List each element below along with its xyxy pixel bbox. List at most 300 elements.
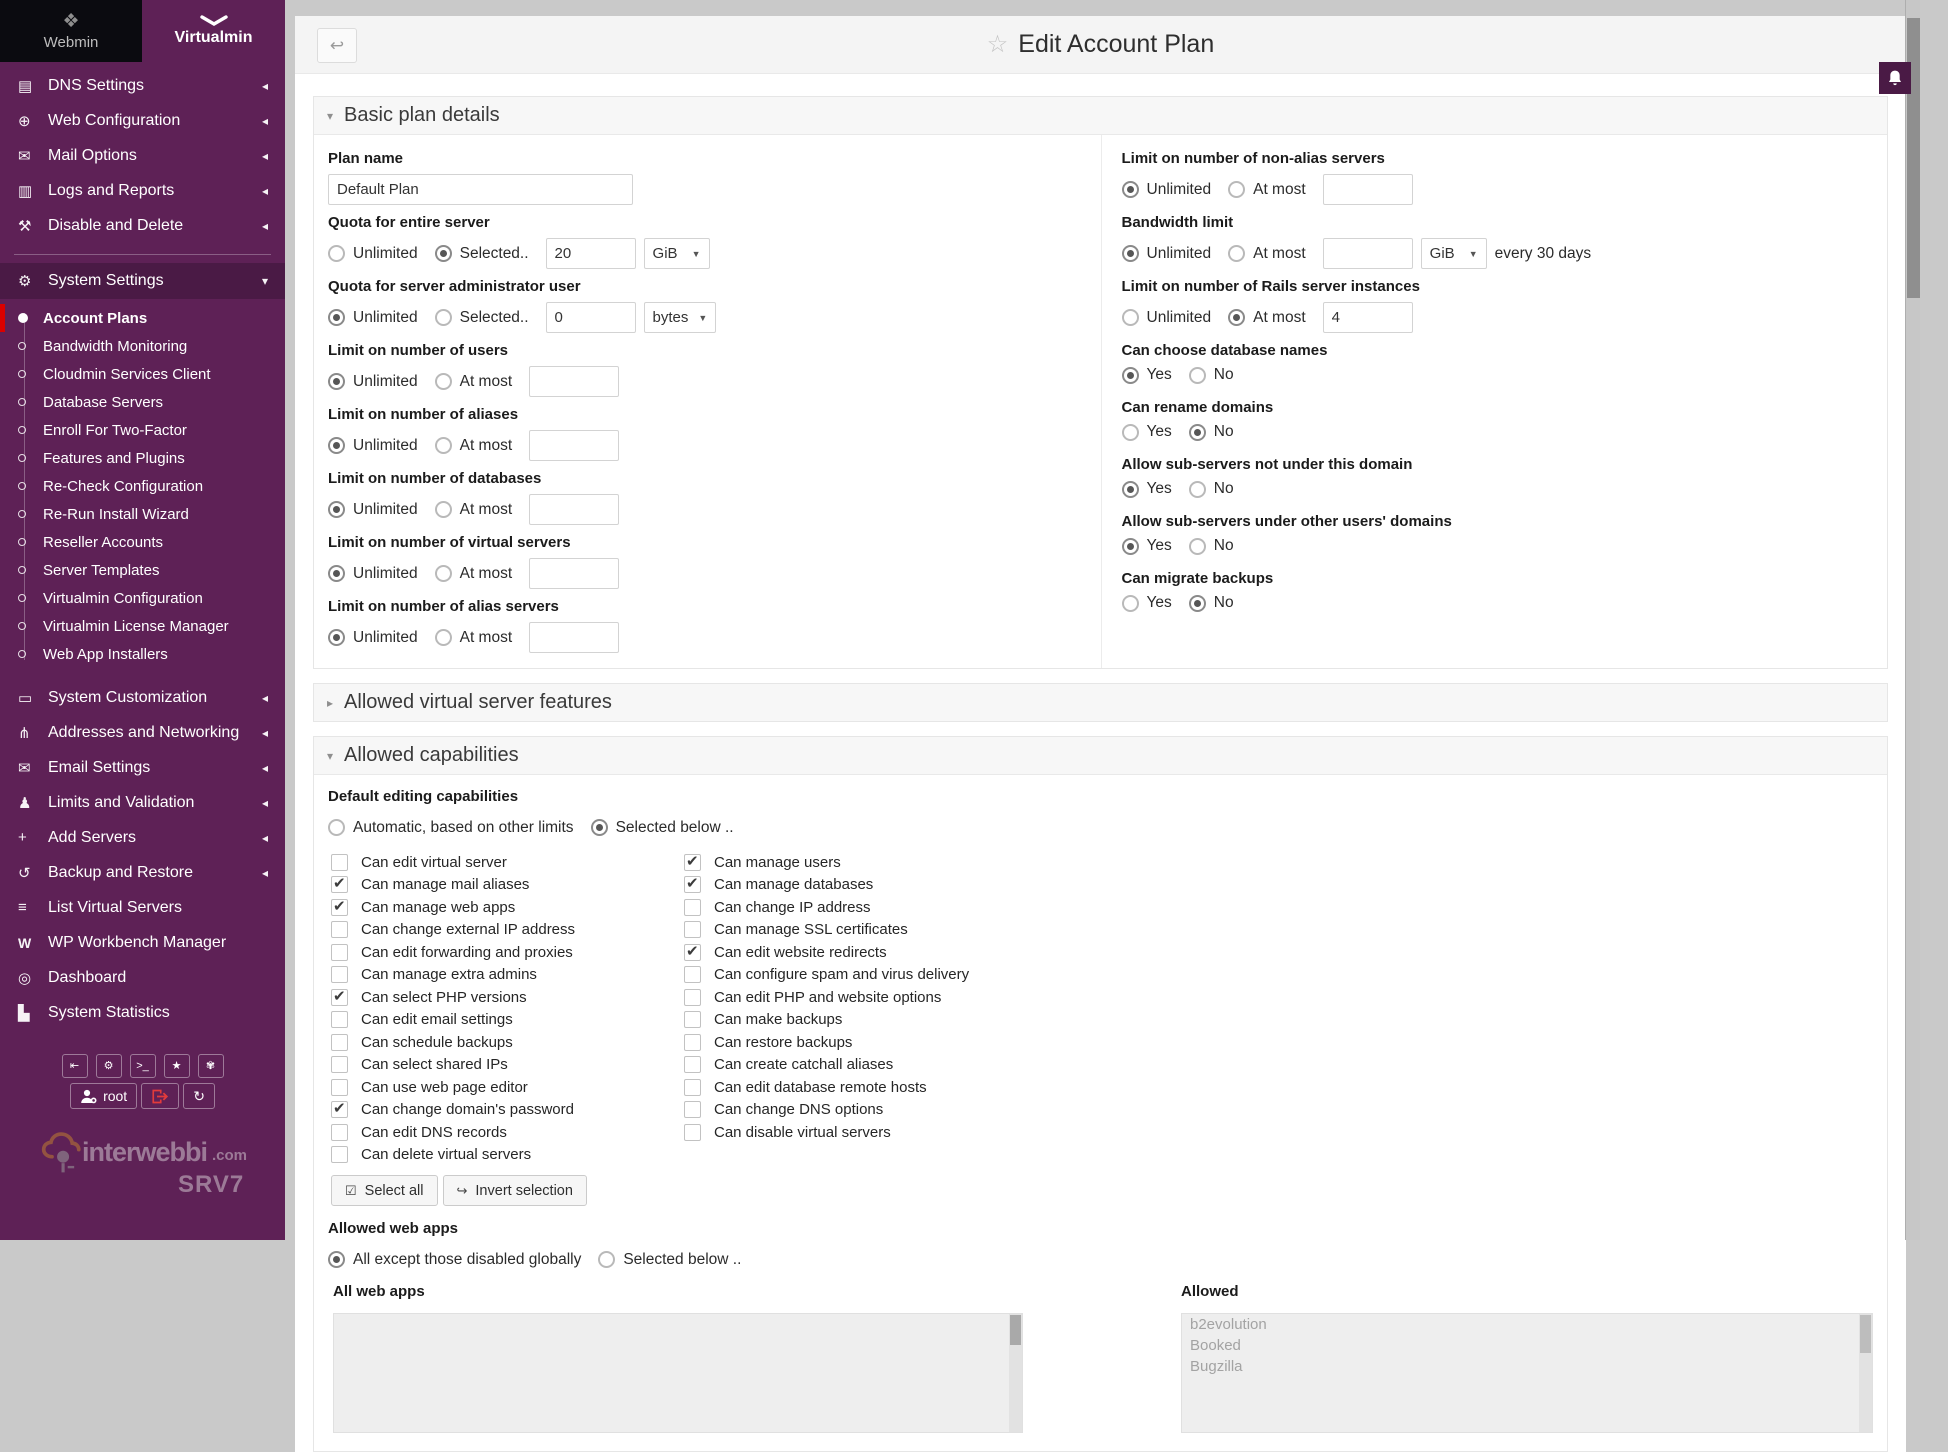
yes-no-fields bbox=[1122, 342, 1868, 614]
sidebar-item-label: Dashboard bbox=[48, 968, 127, 986]
chevron-left-icon: ◂ bbox=[261, 760, 268, 775]
capability-checkbox[interactable] bbox=[331, 876, 348, 893]
capability-checkbox[interactable] bbox=[331, 1056, 348, 1073]
no-radio[interactable] bbox=[1189, 538, 1206, 555]
field-yes-no bbox=[1122, 513, 1868, 557]
capability-checkbox[interactable] bbox=[331, 1124, 348, 1141]
capability-row bbox=[328, 1076, 681, 1099]
basic-left-column bbox=[314, 135, 1101, 668]
limit-value-input[interactable] bbox=[529, 558, 619, 589]
selected-radio[interactable] bbox=[435, 309, 452, 326]
capability-row bbox=[328, 964, 681, 987]
chevron-left-icon: ◂ bbox=[261, 725, 268, 740]
web-app-option[interactable]: Bugzilla bbox=[1190, 1358, 1243, 1375]
limits-validation-icon: ♟ bbox=[18, 794, 32, 812]
at-most-radio[interactable] bbox=[1228, 309, 1245, 326]
sidebar-subitem-label: Web App Installers bbox=[43, 645, 168, 663]
capability-checkbox[interactable] bbox=[684, 966, 701, 983]
capability-row bbox=[681, 1031, 969, 1054]
capability-row bbox=[328, 941, 681, 964]
field-label: Can choose database names bbox=[1121, 342, 1328, 359]
sidebar-item[interactable] bbox=[0, 208, 285, 243]
sidebar-subitem-label: Reseller Accounts bbox=[43, 533, 164, 551]
backup-restore-icon: ↺ bbox=[18, 864, 31, 882]
sidebar-subitem[interactable] bbox=[0, 640, 285, 668]
select-all-button[interactable]: ☑ Select all bbox=[331, 1175, 438, 1206]
bullet-icon bbox=[18, 426, 26, 434]
allowed-web-apps-list[interactable] bbox=[1181, 1313, 1873, 1433]
limit-value-input[interactable] bbox=[529, 494, 619, 525]
brand-tld: .com bbox=[212, 1147, 248, 1164]
sidebar-subitem[interactable] bbox=[0, 444, 285, 472]
field-limit bbox=[328, 342, 1061, 397]
field-limit-non-alias bbox=[1122, 150, 1868, 205]
capability-checkbox[interactable] bbox=[684, 944, 701, 961]
dns-settings-icon: ▤ bbox=[18, 77, 33, 95]
at-most-radio[interactable] bbox=[435, 373, 452, 390]
yes-radio[interactable] bbox=[1122, 481, 1139, 498]
capabilities-mode-row: Automatic, based on other limits Selected below .. bbox=[328, 812, 1873, 843]
field-controls: Unlimited At most bbox=[1122, 174, 1868, 205]
capability-row bbox=[681, 1009, 969, 1032]
brand-server-name: SRV7 bbox=[178, 1171, 245, 1198]
sidebar-subitem[interactable] bbox=[0, 332, 285, 360]
page-title-wrap bbox=[987, 30, 1214, 59]
quota-unit-select[interactable]: GiB ▼ bbox=[644, 238, 710, 269]
at-most-radio[interactable] bbox=[435, 629, 452, 646]
capability-row bbox=[681, 964, 969, 987]
bell-icon bbox=[1887, 69, 1903, 87]
field-controls: Yes No bbox=[1122, 364, 1868, 386]
webmin-logo-icon: ❖ bbox=[62, 10, 80, 32]
capability-checkbox[interactable] bbox=[684, 989, 701, 1006]
yes-radio[interactable] bbox=[1122, 538, 1139, 555]
refresh-icon[interactable]: ↻ bbox=[183, 1083, 215, 1109]
capability-row bbox=[328, 1054, 681, 1077]
field-controls: Unlimited At most 4 bbox=[1122, 302, 1868, 333]
capability-label: Can manage extra admins bbox=[361, 966, 537, 984]
capability-row bbox=[328, 1009, 681, 1032]
system-settings-submenu bbox=[0, 299, 285, 674]
quota-unit-select[interactable]: bytes ▼ bbox=[644, 302, 717, 333]
capability-row bbox=[328, 1144, 681, 1167]
chevron-left-icon: ◂ bbox=[261, 78, 268, 93]
mail-options-icon: ✉ bbox=[18, 147, 31, 165]
sidebar-item[interactable] bbox=[0, 138, 285, 173]
sidebar-subitem[interactable] bbox=[0, 472, 285, 500]
capability-checkbox[interactable] bbox=[331, 899, 348, 916]
capability-checkbox[interactable] bbox=[331, 989, 348, 1006]
unlimited-radio[interactable] bbox=[1122, 181, 1139, 198]
capability-label: Can use web page editor bbox=[361, 1078, 528, 1096]
field-label: Quota for entire server bbox=[328, 214, 490, 231]
allowed-web-apps-block bbox=[328, 1220, 1873, 1433]
sidebar-bottom-menu bbox=[0, 674, 285, 1032]
tab-webmin[interactable] bbox=[0, 0, 142, 62]
allowed-column bbox=[1181, 1283, 1873, 1433]
capability-columns bbox=[328, 851, 1873, 1166]
unlimited-radio[interactable] bbox=[328, 245, 345, 262]
capability-row bbox=[328, 919, 681, 942]
plan-name-input[interactable] bbox=[328, 174, 633, 205]
capability-checkbox[interactable] bbox=[684, 1011, 701, 1028]
capability-label: Can manage databases bbox=[714, 876, 874, 894]
page-scrollbar[interactable] bbox=[1905, 0, 1920, 1240]
capability-checkbox[interactable] bbox=[684, 1101, 701, 1118]
section-basic-header[interactable] bbox=[314, 97, 1887, 134]
all-web-apps-list[interactable] bbox=[333, 1313, 1023, 1433]
logout-button[interactable] bbox=[141, 1083, 179, 1109]
section-capabilities-header[interactable] bbox=[314, 737, 1887, 774]
basic-right-column bbox=[1101, 135, 1888, 668]
yes-radio[interactable] bbox=[1122, 424, 1139, 441]
capability-row bbox=[681, 941, 969, 964]
tab-webmin-label: Webmin bbox=[43, 33, 99, 51]
favorites-icon[interactable]: ★ bbox=[164, 1054, 190, 1078]
field-label: Limit on number of non-alias servers bbox=[1121, 150, 1385, 167]
caret-down-icon: ▼ bbox=[691, 248, 701, 259]
unlimited-radio[interactable] bbox=[328, 501, 345, 518]
yes-radio[interactable] bbox=[1122, 595, 1139, 612]
unlimited-radio[interactable] bbox=[328, 373, 345, 390]
bullet-icon bbox=[18, 566, 26, 574]
theme-palette-icon[interactable]: ✾ bbox=[198, 1054, 224, 1078]
list-scrollbar[interactable] bbox=[1009, 1314, 1022, 1432]
capability-row bbox=[681, 919, 969, 942]
bullet-icon bbox=[18, 454, 26, 462]
no-radio[interactable] bbox=[1189, 481, 1206, 498]
yes-radio[interactable] bbox=[1122, 367, 1139, 384]
invert-selection-button[interactable]: ↪ Invert selection bbox=[443, 1175, 587, 1206]
all-web-apps-column bbox=[333, 1283, 1023, 1433]
capability-label: Can create catchall aliases bbox=[714, 1056, 894, 1074]
at-most-radio[interactable] bbox=[1228, 181, 1245, 198]
capability-checkbox[interactable] bbox=[684, 899, 701, 916]
sidebar-item-label: Disable and Delete bbox=[48, 216, 184, 234]
unlimited-radio[interactable] bbox=[328, 629, 345, 646]
limit-value-input[interactable] bbox=[1323, 174, 1413, 205]
section-allowed-features bbox=[313, 683, 1888, 722]
capability-checkbox[interactable] bbox=[331, 921, 348, 938]
capability-checkbox[interactable] bbox=[684, 854, 701, 871]
sidebar-item[interactable] bbox=[0, 173, 285, 208]
capability-label: Can edit virtual server bbox=[361, 853, 507, 871]
chevron-down-icon: ▾ bbox=[261, 274, 268, 288]
at-most-radio[interactable] bbox=[435, 501, 452, 518]
capability-label: Can delete virtual servers bbox=[361, 1146, 532, 1164]
bullet-icon bbox=[18, 342, 26, 350]
all-except-disabled-radio[interactable] bbox=[328, 1251, 345, 1268]
capability-label: Can change DNS options bbox=[714, 1101, 884, 1119]
main-content bbox=[285, 0, 1948, 1375]
chevron-left-icon: ◂ bbox=[261, 865, 268, 880]
chevron-down-icon bbox=[200, 15, 228, 26]
capability-checkbox[interactable] bbox=[331, 1101, 348, 1118]
capability-label: Can manage web apps bbox=[361, 898, 516, 916]
sidebar-item[interactable] bbox=[0, 925, 285, 960]
unlimited-radio[interactable] bbox=[328, 309, 345, 326]
sidebar-subitem[interactable] bbox=[0, 500, 285, 528]
capability-checkbox[interactable] bbox=[331, 1146, 348, 1163]
sidebar-item[interactable] bbox=[0, 680, 285, 715]
field-quota-entire-server bbox=[328, 214, 1061, 269]
capability-row bbox=[328, 851, 681, 874]
sidebar-item-label: WP Workbench Manager bbox=[48, 933, 227, 951]
bullet-icon bbox=[18, 538, 26, 546]
field-limit-rails bbox=[1122, 278, 1868, 333]
selected-below-radio[interactable] bbox=[591, 819, 608, 836]
chevron-left-icon: ◂ bbox=[261, 830, 268, 845]
capability-row bbox=[328, 874, 681, 897]
field-controls: Unlimited At most bbox=[328, 366, 1061, 397]
notifications-bell-button[interactable] bbox=[1879, 62, 1911, 94]
sidebar-subitem[interactable] bbox=[0, 416, 285, 444]
field-yes-no bbox=[1122, 456, 1868, 500]
field-controls: Unlimited At most GiB ▼ every 30 days bbox=[1122, 238, 1868, 269]
capability-checkbox[interactable] bbox=[684, 921, 701, 938]
capability-checkbox[interactable] bbox=[331, 1079, 348, 1096]
sidebar-item[interactable] bbox=[0, 103, 285, 138]
disable-and-delete-icon: ⚒ bbox=[18, 217, 32, 235]
system-statistics-icon: ▙ bbox=[18, 1004, 30, 1022]
capability-row bbox=[681, 896, 969, 919]
limit-value-input[interactable] bbox=[529, 622, 619, 653]
sidebar-subitem-label: Re-Run Install Wizard bbox=[43, 505, 189, 523]
sidebar-item-label: Logs and Reports bbox=[48, 181, 175, 199]
sidebar-item-label: Web Configuration bbox=[48, 111, 181, 129]
bandwidth-period-label: every 30 days bbox=[1494, 244, 1592, 262]
field-yes-no bbox=[1122, 342, 1868, 386]
capability-label: Can edit email settings bbox=[361, 1011, 513, 1029]
no-radio[interactable] bbox=[1189, 424, 1206, 441]
bandwidth-unit-select[interactable]: GiB ▼ bbox=[1421, 238, 1487, 269]
allowed-web-apps-label: Allowed web apps bbox=[328, 1220, 459, 1237]
add-servers-icon: + bbox=[18, 829, 27, 846]
unlimited-radio[interactable] bbox=[328, 565, 345, 582]
capability-checkbox[interactable] bbox=[684, 1034, 701, 1051]
selected-below-radio[interactable] bbox=[598, 1251, 615, 1268]
allowed-label: Allowed bbox=[1181, 1283, 1239, 1300]
user-name: root bbox=[103, 1088, 128, 1104]
tab-virtualmin-label: Virtualmin bbox=[174, 29, 253, 46]
sidebar-subitem[interactable] bbox=[0, 360, 285, 388]
sidebar-subitem-label: Server Templates bbox=[43, 561, 160, 579]
caret-down-icon: ▼ bbox=[1468, 248, 1478, 259]
logout-icon bbox=[151, 1089, 169, 1104]
bullet-icon bbox=[18, 510, 26, 518]
no-radio[interactable] bbox=[1189, 367, 1206, 384]
sidebar-item[interactable] bbox=[0, 890, 285, 925]
back-arrow-icon: ↩ bbox=[329, 35, 345, 55]
field-label: Limit on number of users bbox=[328, 342, 509, 359]
sidebar-divider bbox=[14, 254, 271, 255]
automatic-radio[interactable] bbox=[328, 819, 345, 836]
capability-label: Can restore backups bbox=[714, 1033, 853, 1051]
sidebar-user-row bbox=[0, 1083, 285, 1109]
sidebar-subitem-label: Database Servers bbox=[43, 393, 164, 411]
bullet-icon bbox=[18, 482, 26, 490]
expand-triangle-icon: ▸ bbox=[327, 695, 334, 710]
favorite-star-icon[interactable]: ☆ bbox=[986, 31, 1009, 58]
field-limit bbox=[328, 534, 1061, 589]
field-label: Quota for server administrator user bbox=[328, 278, 581, 295]
list-scrollbar[interactable] bbox=[1859, 1314, 1872, 1432]
page-scrollbar-thumb[interactable] bbox=[1907, 18, 1920, 298]
at-most-radio[interactable] bbox=[435, 437, 452, 454]
capability-buttons bbox=[331, 1175, 1873, 1206]
cloud-logo-icon bbox=[40, 1127, 88, 1179]
rails-value-input[interactable] bbox=[1323, 302, 1413, 333]
section-capabilities-body bbox=[314, 774, 1887, 1451]
unlimited-radio[interactable] bbox=[1122, 245, 1139, 262]
bullet-icon bbox=[18, 370, 26, 378]
list-virtual-servers-icon: ≡ bbox=[18, 899, 27, 916]
at-most-radio[interactable] bbox=[435, 565, 452, 582]
capability-label: Can select shared IPs bbox=[361, 1056, 508, 1074]
chevron-left-icon: ◂ bbox=[261, 113, 268, 128]
section-title: Basic plan details bbox=[344, 104, 500, 126]
back-button[interactable] bbox=[317, 28, 357, 63]
sidebar-subitem[interactable] bbox=[0, 528, 285, 556]
sidebar-subitem[interactable] bbox=[0, 556, 285, 584]
limit-value-input[interactable] bbox=[529, 430, 619, 461]
tab-virtualmin[interactable] bbox=[142, 0, 285, 62]
capability-label: Can select PHP versions bbox=[361, 988, 527, 1006]
capability-row bbox=[681, 1121, 969, 1144]
field-controls: Yes No bbox=[1122, 592, 1868, 614]
capability-checkbox[interactable] bbox=[331, 1034, 348, 1051]
page-header bbox=[295, 16, 1906, 74]
capability-label: Can edit DNS records bbox=[361, 1123, 507, 1141]
system-customization-icon: ▭ bbox=[18, 689, 33, 707]
gear-icon[interactable]: ⚙ bbox=[96, 1054, 122, 1078]
bullet-icon bbox=[18, 622, 26, 630]
capability-label: Can manage SSL certificates bbox=[714, 921, 908, 939]
field-controls: Unlimited At most bbox=[328, 622, 1061, 653]
sidebar-item[interactable] bbox=[0, 68, 285, 103]
capability-checkbox[interactable] bbox=[684, 1056, 701, 1073]
limit-value-input[interactable] bbox=[529, 366, 619, 397]
sidebar-item[interactable] bbox=[0, 960, 285, 995]
capability-checkbox[interactable] bbox=[684, 1124, 701, 1141]
capability-checkbox[interactable] bbox=[684, 1079, 701, 1096]
sidebar-subitem[interactable] bbox=[0, 388, 285, 416]
list-scrollbar-thumb[interactable] bbox=[1860, 1315, 1871, 1353]
sidebar-item-system-settings[interactable] bbox=[0, 263, 285, 299]
capability-checkbox[interactable] bbox=[331, 966, 348, 983]
capability-row bbox=[328, 896, 681, 919]
quota-value-input[interactable] bbox=[546, 238, 636, 269]
gear-icon: ⚙ bbox=[18, 273, 32, 290]
sidebar-item-label: Mail Options bbox=[48, 146, 137, 164]
field-label: Can rename domains bbox=[1121, 399, 1274, 416]
invert-selection-icon: ↪ bbox=[456, 1182, 468, 1198]
chevron-left-icon: ◂ bbox=[261, 148, 268, 163]
field-label: Allow sub-servers under other users' domains bbox=[1121, 513, 1452, 530]
form-body bbox=[295, 74, 1906, 1452]
capability-checkbox[interactable] bbox=[331, 854, 348, 871]
field-controls: Yes No bbox=[1122, 421, 1868, 443]
unlimited-radio[interactable] bbox=[328, 437, 345, 454]
wp-workbench-icon: W bbox=[18, 934, 32, 951]
sidebar-subitem-label: Re-Check Configuration bbox=[43, 477, 204, 495]
field-label: Limit on number of alias servers bbox=[328, 598, 559, 615]
field-controls: Unlimited Selected.. 0 bytes ▼ bbox=[328, 302, 1061, 333]
field-label: Limit on number of aliases bbox=[328, 406, 519, 423]
list-scrollbar-thumb[interactable] bbox=[1010, 1315, 1021, 1345]
user-root-button[interactable] bbox=[70, 1083, 137, 1109]
section-allowed-capabilities bbox=[313, 736, 1888, 1452]
section-basic-body bbox=[314, 134, 1887, 668]
bandwidth-value-input[interactable] bbox=[1323, 238, 1413, 269]
sidebar-subitem-label: Cloudmin Services Client bbox=[43, 365, 211, 383]
capability-label: Can change domain's password bbox=[361, 1101, 574, 1119]
sidebar-item-label: List Virtual Servers bbox=[48, 898, 182, 916]
chevron-left-icon: ◂ bbox=[261, 218, 268, 233]
sidebar-item[interactable] bbox=[0, 820, 285, 855]
field-limit bbox=[328, 470, 1061, 525]
web-app-option[interactable]: b2evolution bbox=[1190, 1316, 1267, 1333]
sidebar-item[interactable] bbox=[0, 715, 285, 750]
at-most-radio[interactable] bbox=[1228, 245, 1245, 262]
field-label: Plan name bbox=[328, 150, 404, 167]
sidebar-item-label: Backup and Restore bbox=[48, 863, 193, 881]
capability-checkbox[interactable] bbox=[331, 944, 348, 961]
collapse-sidebar-icon[interactable]: ⇤ bbox=[62, 1054, 88, 1078]
capability-checkbox[interactable] bbox=[331, 1011, 348, 1028]
field-label: Allow sub-servers not under this domain bbox=[1121, 456, 1413, 473]
quota-value-input[interactable] bbox=[546, 302, 636, 333]
sidebar-subitem[interactable] bbox=[0, 584, 285, 612]
sidebar-item[interactable] bbox=[0, 785, 285, 820]
dashboard-icon: ◎ bbox=[18, 969, 32, 987]
sidebar-subitem[interactable] bbox=[0, 304, 285, 332]
terminal-icon[interactable]: >_ bbox=[130, 1054, 156, 1078]
chevron-left-icon: ◂ bbox=[261, 795, 268, 810]
sidebar-item[interactable] bbox=[0, 750, 285, 785]
field-controls: Unlimited At most bbox=[328, 430, 1061, 461]
field-limit bbox=[328, 406, 1061, 461]
sidebar-item[interactable] bbox=[0, 855, 285, 890]
no-radio[interactable] bbox=[1189, 595, 1206, 612]
field-controls: Unlimited At most bbox=[328, 494, 1061, 525]
sidebar bbox=[0, 0, 285, 1240]
sidebar-subitem-label: Bandwidth Monitoring bbox=[43, 337, 188, 355]
field-label: Limit on number of virtual servers bbox=[328, 534, 571, 551]
sidebar-subitem[interactable] bbox=[0, 612, 285, 640]
capability-label: Can manage mail aliases bbox=[361, 876, 530, 894]
web-configuration-icon: ⊕ bbox=[18, 112, 31, 130]
section-features-header[interactable] bbox=[314, 684, 1887, 721]
bullet-icon bbox=[18, 650, 26, 658]
field-plan-name bbox=[328, 150, 1061, 205]
unlimited-radio[interactable] bbox=[1122, 309, 1139, 326]
brand-name: interwebbi bbox=[82, 1137, 208, 1167]
capability-row bbox=[328, 986, 681, 1009]
sidebar-item[interactable] bbox=[0, 995, 285, 1030]
field-controls: Yes No bbox=[1122, 535, 1868, 557]
web-app-option[interactable]: Booked bbox=[1190, 1337, 1241, 1354]
capability-label: Can configure spam and virus delivery bbox=[714, 966, 970, 984]
sidebar-subitem-label: Virtualmin Configuration bbox=[43, 589, 203, 607]
capability-row bbox=[681, 1076, 969, 1099]
capability-row bbox=[681, 986, 969, 1009]
selected-radio[interactable] bbox=[435, 245, 452, 262]
capability-checkbox[interactable] bbox=[684, 876, 701, 893]
field-bandwidth-limit bbox=[1122, 214, 1868, 269]
field-limit bbox=[328, 598, 1061, 653]
limit-fields bbox=[328, 342, 1061, 653]
